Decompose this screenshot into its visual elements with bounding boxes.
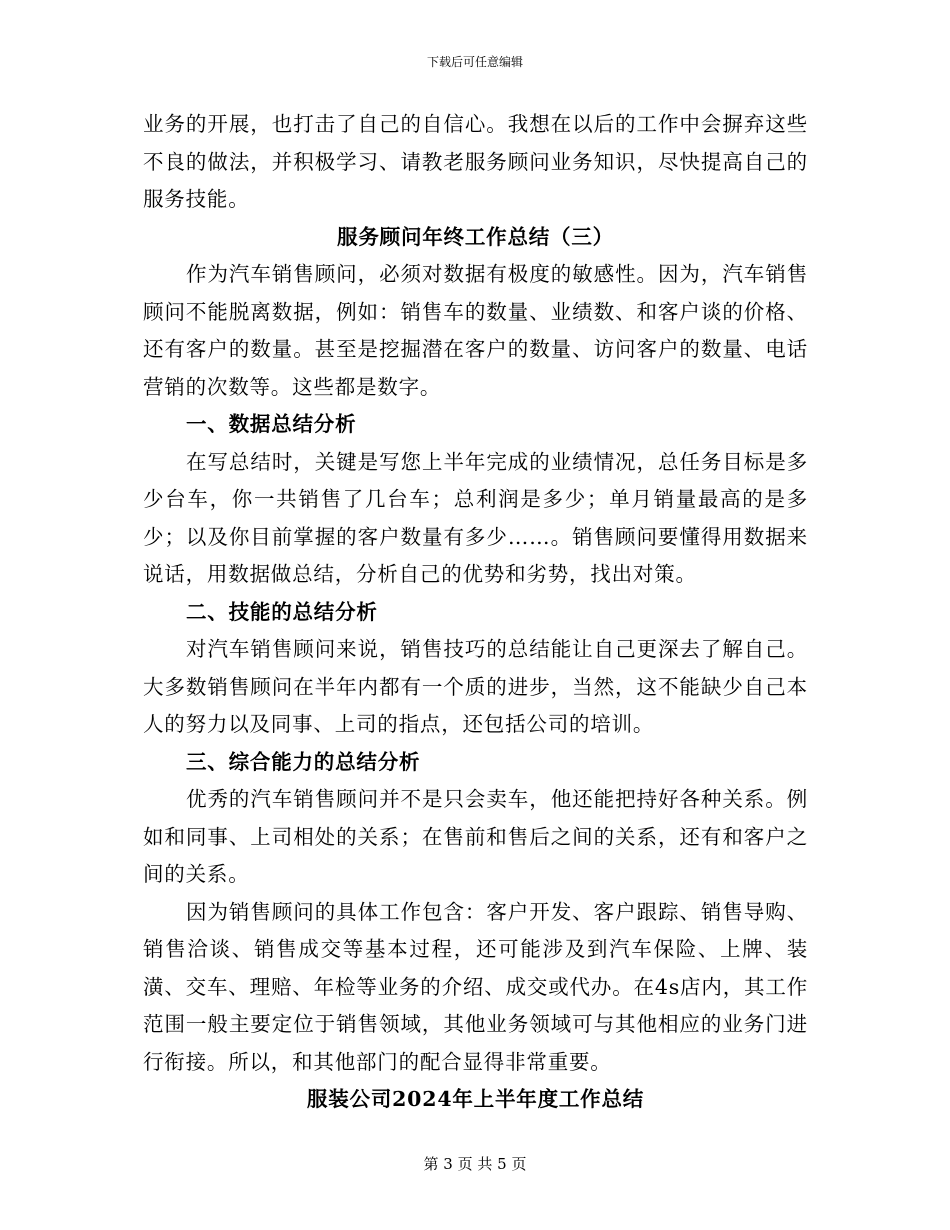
subheading-overall-ability: 三、综合能力的总结分析 <box>186 749 421 774</box>
document-body <box>143 106 808 1119</box>
paragraph-intro: 作为汽车销售顾问，必须对数据有极度的敏感性。因为，汽车销售顾问不能脱离数据，例如：销售车的数量、业绩数、和客户谈的价格、还有客户的数量。甚至是挖掘潜在客户的数量、访问客户的数量、电话营销的次数等。这些都是数字。 <box>143 262 808 399</box>
subheading-skills-summary: 二、技能的总结分析 <box>186 599 378 624</box>
paragraph-overall-ability: 优秀的汽车销售顾问并不是只会卖车，他还能把持好各种关系。例如和同事、上司相处的关系；在售前和售后之间的关系，还有和客户之间的关系。 <box>143 787 808 886</box>
paragraph-skills-summary: 对汽车销售顾问来说，销售技巧的总结能让自己更深去了解自己。大多数销售顾问在半年内都有一个质的进步，当然，这不能缺少自己本人的努力以及同事、上司的指点，还包括公司的培训。 <box>143 637 808 736</box>
paragraph-job-scope: 因为销售顾问的具体工作包含：客户开发、客户跟踪、销售导购、销售洽谈、销售成交等基本过程，还可能涉及到汽车保险、上牌、装潢、交车、理赔、年检等业务的介绍、成交或代办。在4s店内，其工作范围一般主要定位于销售领域，其他业务领域可与其他相应的业务门进行衔接。所以，和其他部门的配合显得非常重要。 <box>143 899 808 1074</box>
next-document-title: 服装公司2024年上半年度工作总结 <box>306 1087 645 1111</box>
paragraph-continuation: 业务的开展，也打击了自己的自信心。我想在以后的工作中会摒弃这些不良的做法，并积极学习、请教老服务顾问业务知识，尽快提高自己的服务技能。 <box>143 112 808 211</box>
paragraph-data-summary: 在写总结时，关键是写您上半年完成的业绩情况，总任务目标是多少台车，你一共销售了几台车；总利润是多少；单月销量最高的是多少；以及你目前掌握的客户数量有多少……。销售顾问要懂得用数据来说话，用数据做总结，分析自己的优势和劣势，找出对策。 <box>143 449 808 586</box>
subheading-data-summary: 一、数据总结分析 <box>186 412 357 436</box>
page-header: 下载后可任意编辑 <box>426 55 523 69</box>
section-title: 服务顾问年终工作总结（三） <box>337 224 614 249</box>
page-number: 第 3 页 共 5 页 <box>423 1155 527 1173</box>
